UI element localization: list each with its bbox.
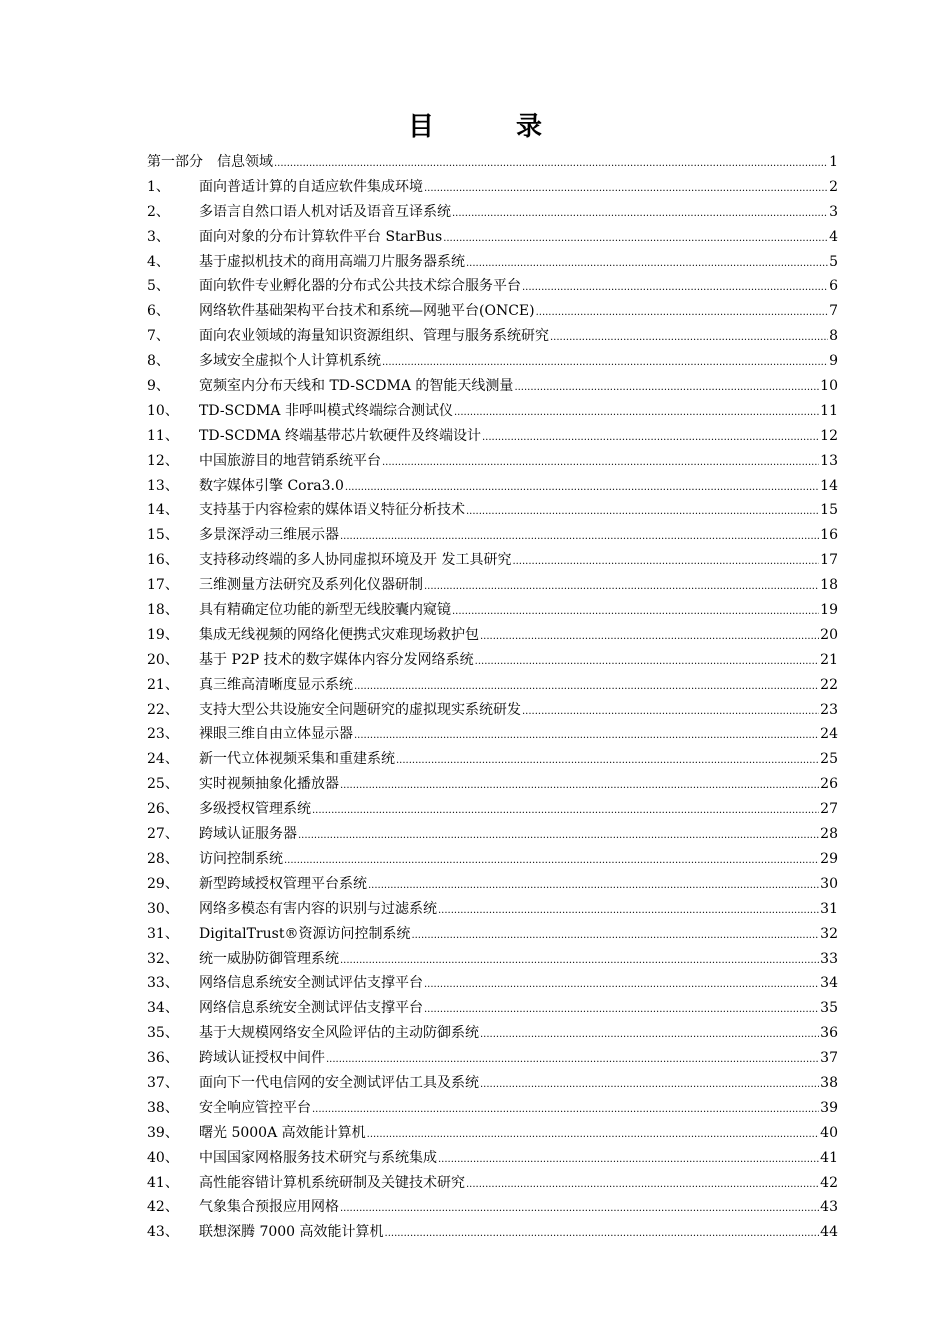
dot-leader bbox=[382, 449, 819, 476]
toc-entry-number: 25、 bbox=[147, 776, 179, 793]
dot-leader bbox=[368, 872, 819, 899]
toc-entry-number: 14、 bbox=[147, 502, 179, 519]
toc-page-number: 11 bbox=[820, 402, 838, 419]
toc-entry[interactable] bbox=[147, 200, 838, 225]
toc-page-number: 35 bbox=[820, 1000, 838, 1017]
toc-entry[interactable] bbox=[147, 996, 838, 1021]
toc-entry-title: 基于大规模网络安全风险评估的主动防御系统 bbox=[199, 1025, 479, 1042]
toc-entry[interactable] bbox=[147, 225, 838, 250]
toc-entry-number: 6、 bbox=[147, 303, 170, 320]
toc-entry[interactable] bbox=[147, 598, 838, 623]
toc-page-number: 23 bbox=[820, 701, 838, 718]
toc-entry-number: 10、 bbox=[147, 402, 179, 419]
toc-entry[interactable] bbox=[147, 299, 838, 324]
toc-entry-number: 33、 bbox=[147, 975, 179, 992]
toc-entry[interactable] bbox=[147, 1096, 838, 1121]
toc-page-number: 18 bbox=[820, 577, 838, 594]
toc-entry-title: 裸眼三维自由立体显示器 bbox=[199, 726, 353, 743]
toc-page-number: 2 bbox=[829, 178, 838, 195]
dot-leader bbox=[480, 623, 819, 650]
toc-page-number: 6 bbox=[829, 278, 838, 295]
toc-entry-title: 支持大型公共设施安全问题研究的虚拟现实系统研发 bbox=[199, 701, 521, 718]
toc-page-number: 13 bbox=[820, 452, 838, 469]
toc-entry-title: 面向普适计算的自适应软件集成环境 bbox=[199, 178, 423, 195]
dot-leader bbox=[340, 772, 819, 799]
dot-leader bbox=[452, 200, 828, 227]
toc-entry-title: 宽频室内分布天线和 TD-SCDMA 的智能天线测量 bbox=[199, 378, 514, 395]
toc-page-number: 33 bbox=[820, 950, 838, 967]
dot-leader bbox=[482, 424, 819, 451]
dot-leader bbox=[340, 947, 819, 974]
toc-entry[interactable] bbox=[147, 698, 838, 723]
toc-entry-title: 统一威胁防御管理系统 bbox=[199, 950, 339, 967]
dot-leader bbox=[312, 1096, 819, 1123]
toc-entry-number: 31、 bbox=[147, 925, 179, 942]
toc-page-number: 7 bbox=[829, 303, 838, 320]
toc-entry-number: 42、 bbox=[147, 1199, 179, 1216]
toc-entry[interactable] bbox=[147, 1220, 838, 1245]
toc-entry[interactable] bbox=[147, 947, 838, 972]
toc-entry-title: 网络多模态有害内容的识别与过滤系统 bbox=[199, 900, 437, 917]
toc-entry[interactable] bbox=[147, 797, 838, 822]
toc-entry-title: TD-SCDMA 终端基带芯片软硬件及终端设计 bbox=[199, 427, 481, 444]
toc-page-number: 24 bbox=[820, 726, 838, 743]
toc-entry-title: 集成无线视频的网络化便携式灾难现场救护包 bbox=[199, 626, 479, 643]
toc-entry-number: 5、 bbox=[147, 278, 170, 295]
toc-part-entry[interactable] bbox=[147, 150, 838, 175]
toc-entry[interactable] bbox=[147, 1121, 838, 1146]
toc-entry[interactable] bbox=[147, 175, 838, 200]
toc-entry-title: 访问控制系统 bbox=[199, 850, 283, 867]
toc-page-number: 25 bbox=[820, 751, 838, 768]
toc-entry-number: 29、 bbox=[147, 875, 179, 892]
toc-entry-number: 17、 bbox=[147, 577, 179, 594]
toc-entry-title: 真三维高清晰度显示系统 bbox=[199, 676, 353, 693]
toc-entry-list bbox=[147, 175, 838, 1245]
toc-entry[interactable] bbox=[147, 847, 838, 872]
toc-page-number: 42 bbox=[820, 1174, 838, 1191]
toc-page-number: 27 bbox=[820, 801, 838, 818]
dot-leader bbox=[298, 822, 819, 849]
dot-leader bbox=[443, 225, 828, 252]
toc-entry-number: 15、 bbox=[147, 527, 179, 544]
toc-entry-number: 27、 bbox=[147, 826, 179, 843]
toc-page-number: 4 bbox=[829, 228, 838, 245]
toc-entry[interactable] bbox=[147, 623, 838, 648]
toc-page-number: 36 bbox=[820, 1025, 838, 1042]
toc-entry-number: 1、 bbox=[147, 178, 170, 195]
toc-entry-title: DigitalTrust®资源访问控制系统 bbox=[199, 925, 411, 942]
toc-entry-number: 12、 bbox=[147, 452, 179, 469]
toc-page-number: 43 bbox=[820, 1199, 838, 1216]
toc-entry[interactable] bbox=[147, 349, 838, 374]
toc-entry[interactable] bbox=[147, 573, 838, 598]
toc-entry-number: 40、 bbox=[147, 1149, 179, 1166]
toc-title: 目 录 bbox=[407, 112, 570, 142]
toc-entry[interactable] bbox=[147, 747, 838, 772]
toc-entry[interactable] bbox=[147, 922, 838, 947]
toc-entry-title: 支持基于内容检索的媒体语义特征分析技术 bbox=[199, 502, 465, 519]
toc-page-number: 26 bbox=[820, 776, 838, 793]
toc-entry-title: 具有精确定位功能的新型无线胶囊内窥镜 bbox=[199, 602, 451, 619]
toc-entry-title: 中国国家网格服务技术研究与系统集成 bbox=[199, 1149, 437, 1166]
toc-entry-title: 面向农业领域的海量知识资源组织、管理与服务系统研究 bbox=[199, 328, 549, 345]
toc-page-number: 8 bbox=[829, 328, 838, 345]
toc-entry-number: 41、 bbox=[147, 1174, 179, 1191]
toc-entry-number: 7、 bbox=[147, 328, 170, 345]
dot-leader bbox=[424, 971, 819, 998]
dot-leader bbox=[480, 1071, 819, 1098]
toc-page-number: 10 bbox=[820, 378, 838, 395]
toc-entry-number: 3、 bbox=[147, 228, 170, 245]
toc-entry[interactable] bbox=[147, 374, 838, 399]
toc-entry[interactable] bbox=[147, 971, 838, 996]
toc-entry[interactable] bbox=[147, 772, 838, 797]
toc-entry[interactable] bbox=[147, 722, 838, 747]
dot-leader bbox=[354, 722, 819, 749]
dot-leader bbox=[438, 897, 819, 924]
toc-entry-title: 多域安全虚拟个人计算机系统 bbox=[199, 353, 381, 370]
toc-entry[interactable] bbox=[147, 523, 838, 548]
toc-part-label: 第一部分 信息领域 bbox=[147, 154, 273, 170]
toc-entry-number: 30、 bbox=[147, 900, 179, 917]
toc-entry[interactable] bbox=[147, 897, 838, 922]
dot-leader bbox=[522, 698, 819, 725]
toc-entry[interactable] bbox=[147, 1195, 838, 1220]
toc-page-number: 21 bbox=[820, 651, 838, 668]
toc-page-number: 16 bbox=[820, 527, 838, 544]
toc-page-number: 3 bbox=[829, 203, 838, 220]
toc-entry-title: 中国旅游目的地营销系统平台 bbox=[199, 452, 381, 469]
toc-entry-number: 8、 bbox=[147, 353, 170, 370]
toc-entry-number: 43、 bbox=[147, 1224, 179, 1241]
toc-entry-title: 新型跨域授权管理平台系统 bbox=[199, 875, 367, 892]
toc-entry-number: 19、 bbox=[147, 626, 179, 643]
toc-entry-number: 32、 bbox=[147, 950, 179, 967]
toc-page-number: 38 bbox=[820, 1074, 838, 1091]
dot-leader bbox=[367, 1121, 820, 1148]
toc-entry[interactable] bbox=[147, 250, 838, 275]
toc-entry-number: 18、 bbox=[147, 602, 179, 619]
dot-leader bbox=[522, 274, 828, 301]
toc-entry-number: 36、 bbox=[147, 1050, 179, 1067]
dot-leader bbox=[284, 847, 819, 874]
toc-page-number: 15 bbox=[820, 502, 838, 519]
toc-page-number: 20 bbox=[820, 626, 838, 643]
toc-page-number: 19 bbox=[820, 602, 838, 619]
toc-entry[interactable] bbox=[147, 399, 838, 424]
dot-leader bbox=[438, 1146, 819, 1173]
toc-page-number: 34 bbox=[820, 975, 838, 992]
toc-entry[interactable] bbox=[147, 872, 838, 897]
dot-leader bbox=[514, 374, 819, 401]
dot-leader bbox=[454, 399, 819, 426]
dot-leader bbox=[424, 573, 819, 600]
toc-entry-number: 24、 bbox=[147, 751, 179, 768]
toc-entry[interactable] bbox=[147, 648, 838, 673]
toc-page-number: 17 bbox=[820, 552, 838, 569]
toc-entry[interactable] bbox=[147, 1071, 838, 1096]
toc-entry-title: 联想深腾 7000 高效能计算机 bbox=[199, 1224, 384, 1241]
toc-entry-title: 跨域认证服务器 bbox=[199, 826, 297, 843]
toc-page-number: 40 bbox=[820, 1124, 838, 1141]
toc-entry[interactable] bbox=[147, 449, 838, 474]
toc-page-number: 44 bbox=[820, 1224, 838, 1241]
toc-page-number: 14 bbox=[820, 477, 838, 494]
toc-entry-title: 面向下一代电信网的安全测试评估工具及系统 bbox=[199, 1074, 479, 1091]
toc-entry-number: 21、 bbox=[147, 676, 179, 693]
toc-entry-title: 数字媒体引擎 Cora3.0 bbox=[199, 477, 344, 494]
dot-leader bbox=[512, 548, 819, 575]
toc-entry[interactable] bbox=[147, 548, 838, 573]
toc-entry-title: 网络信息系统安全测试评估支撑平台 bbox=[199, 975, 423, 992]
toc-entry[interactable] bbox=[147, 1171, 838, 1196]
toc-entry[interactable] bbox=[147, 324, 838, 349]
toc-entry-number: 23、 bbox=[147, 726, 179, 743]
dot-leader bbox=[345, 474, 819, 501]
toc-entry[interactable] bbox=[147, 424, 838, 449]
toc-entry[interactable] bbox=[147, 274, 838, 299]
toc-entry-number: 22、 bbox=[147, 701, 179, 718]
toc-entry[interactable] bbox=[147, 474, 838, 499]
dot-leader bbox=[396, 747, 819, 774]
dot-leader bbox=[354, 673, 819, 700]
toc-page-number: 12 bbox=[820, 427, 838, 444]
toc-entry-title: 高性能容错计算机系统研制及关键技术研究 bbox=[199, 1174, 465, 1191]
dot-leader bbox=[411, 922, 819, 949]
toc-entry-title: 基于虚拟机技术的商用高端刀片服务器系统 bbox=[199, 253, 465, 270]
toc-entry-title: 气象集合预报应用网格 bbox=[199, 1199, 339, 1216]
toc-entry-number: 11、 bbox=[147, 427, 179, 444]
toc-entry-title: 实时视频抽象化播放器 bbox=[199, 776, 339, 793]
toc-entry[interactable] bbox=[147, 822, 838, 847]
toc-entry[interactable] bbox=[147, 1046, 838, 1071]
toc-page-number: 29 bbox=[820, 850, 838, 867]
toc-entry-number: 2、 bbox=[147, 203, 170, 220]
toc-page-number: 41 bbox=[820, 1149, 838, 1166]
toc-entry-number: 13、 bbox=[147, 477, 179, 494]
toc-entry-number: 20、 bbox=[147, 651, 179, 668]
toc-entry-title: 支持移动终端的多人协同虚拟环境及开 发工具研究 bbox=[199, 552, 512, 569]
dot-leader bbox=[326, 1046, 819, 1073]
toc-entry[interactable] bbox=[147, 1146, 838, 1171]
dot-leader bbox=[480, 1021, 819, 1048]
dot-leader bbox=[550, 324, 828, 351]
dot-leader bbox=[424, 175, 828, 202]
toc-entry-title: 网络信息系统安全测试评估支撑平台 bbox=[199, 1000, 423, 1017]
dot-leader bbox=[340, 1195, 819, 1222]
dot-leader bbox=[466, 498, 819, 525]
toc-entry[interactable] bbox=[147, 498, 838, 523]
toc-entry-number: 9、 bbox=[147, 378, 170, 395]
toc-entry-number: 38、 bbox=[147, 1099, 179, 1116]
toc-entry-title: TD-SCDMA 非呼叫模式终端综合测试仪 bbox=[199, 402, 453, 419]
toc-page-number: 9 bbox=[829, 353, 838, 370]
toc-page-number: 30 bbox=[820, 875, 838, 892]
toc-entry-title: 面向软件专业孵化器的分布式公共技术综合服务平台 bbox=[199, 278, 521, 295]
dot-leader bbox=[466, 1171, 819, 1198]
dot-leader bbox=[385, 1220, 820, 1247]
toc-entry-number: 34、 bbox=[147, 1000, 179, 1017]
dot-leader bbox=[536, 299, 828, 326]
toc-entry-number: 16、 bbox=[147, 552, 179, 569]
toc-entry-number: 4、 bbox=[147, 253, 170, 270]
toc-entry-title: 安全响应管控平台 bbox=[199, 1099, 311, 1116]
toc-entry-title: 多景深浮动三维展示器 bbox=[199, 527, 339, 544]
toc-entry-number: 28、 bbox=[147, 850, 179, 867]
toc-entry-title: 基于 P2P 技术的数字媒体内容分发网络系统 bbox=[199, 651, 474, 668]
toc-page-number: 32 bbox=[820, 925, 838, 942]
table-of-contents bbox=[147, 150, 838, 1245]
dot-leader bbox=[475, 648, 820, 675]
toc-entry[interactable] bbox=[147, 673, 838, 698]
toc-page-number: 39 bbox=[820, 1099, 838, 1116]
dot-leader bbox=[340, 523, 819, 550]
dot-leader bbox=[312, 797, 819, 824]
toc-entry-title: 多级授权管理系统 bbox=[199, 801, 311, 818]
toc-entry-title: 网络软件基础架构平台技术和系统—网驰平台(ONCE) bbox=[199, 303, 535, 320]
toc-entry[interactable] bbox=[147, 1021, 838, 1046]
toc-entry-title: 曙光 5000A 高效能计算机 bbox=[199, 1124, 366, 1141]
toc-page-number: 37 bbox=[820, 1050, 838, 1067]
toc-page-number: 22 bbox=[820, 676, 838, 693]
dot-leader bbox=[382, 349, 828, 376]
toc-page-number: 1 bbox=[829, 154, 838, 170]
toc-page-number: 5 bbox=[829, 253, 838, 270]
toc-entry-number: 26、 bbox=[147, 801, 179, 818]
toc-page-number: 28 bbox=[820, 826, 838, 843]
toc-entry-title: 新一代立体视频采集和重建系统 bbox=[199, 751, 395, 768]
toc-entry-number: 35、 bbox=[147, 1025, 179, 1042]
toc-entry-number: 39、 bbox=[147, 1124, 179, 1141]
toc-entry-title: 三维测量方法研究及系列化仪器研制 bbox=[199, 577, 423, 594]
dot-leader bbox=[452, 598, 819, 625]
toc-entry-number: 37、 bbox=[147, 1074, 179, 1091]
toc-page-number: 31 bbox=[820, 900, 838, 917]
toc-entry-title: 面向对象的分布计算软件平台 StarBus bbox=[199, 228, 443, 245]
dot-leader bbox=[424, 996, 819, 1023]
dot-leader bbox=[274, 150, 828, 177]
toc-entry-title: 跨域认证授权中间件 bbox=[199, 1050, 325, 1067]
dot-leader bbox=[466, 250, 828, 277]
toc-entry-title: 多语言自然口语人机对话及语音互译系统 bbox=[199, 203, 451, 220]
